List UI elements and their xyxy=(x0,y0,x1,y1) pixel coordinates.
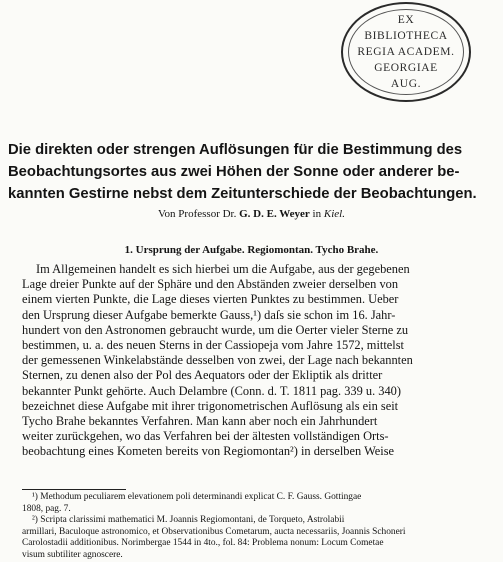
body-line: bestimmen, u. a. des neuen Sterns in der Cassiopeja vom Jahre 1572, mittelst xyxy=(22,338,404,353)
body-line: Lage dreier Punkte auf der Sphäre und den Abständen zweier derselben von xyxy=(22,277,399,292)
body-line: der gemessenen Winkelabstände desselben von zwei, der Lage nach bekannten xyxy=(22,353,413,368)
body-line: Tycho Brahe bekanntes Verfahren. Man kann aber noch ein Jahrhundert xyxy=(22,414,378,429)
library-stamp xyxy=(341,2,471,102)
footnote-line: ²) Scripta clarissimi mathematici M. Joannis Regiomontani, de Torqueto, Astrolabii xyxy=(32,515,345,526)
title-line: kannten Gestirne nebst dem Zeitunterschiede der Beobachtungen. xyxy=(8,186,477,202)
body-line: bezeichnet diese Aufgabe mit ihrer trigonometrischen Auflösung als ein seit xyxy=(22,398,399,413)
body-line: den Ursprung dieser Aufgabe bemerkte Gauss,¹) daſs sie schon im 16. Jahr- xyxy=(22,307,396,322)
footnote-line: ¹) Methodum peculiarem elevationem poli determinandi explicat C. F. Gauss. Gottingae xyxy=(32,492,362,502)
stamp-line: GEORGIAE xyxy=(374,62,438,74)
author-line xyxy=(0,207,503,221)
body-line: weiter zurückgehen, wo das Verfahren bei der ältesten vollständigen Orts- xyxy=(22,429,389,444)
body-line: Sternen, zu denen also der Pol des Aequators oder der Ekliptik als dritter xyxy=(22,368,383,383)
body-line: Im Allgemeinen handelt es sich hierbei um die Aufgabe, aus der gegebenen xyxy=(36,262,410,276)
footnote-line: armillari, Baculoque astronomico, et Observationibus Cometarum, aucta necessariis, Joannis Schoneri xyxy=(22,526,406,537)
stamp-line: EX xyxy=(397,14,415,26)
author-name: G. D. E. Weyer xyxy=(239,208,310,220)
body-line: bekannter Punkt gehörte. Auch Delambre (Conn. d. T. 1811 pag. 339 u. 340) xyxy=(22,383,401,398)
body-text xyxy=(22,262,491,460)
footnote-line: 1808, pag. 7. xyxy=(22,503,71,514)
body-line: einem vierten Punkte, die Lage dieses vierten Punktes zu bestimmen. Ueber xyxy=(22,292,399,307)
body-line: hundert von den Astronomen gebraucht wurde, um die Oerter vieler Sterne zu xyxy=(22,322,409,337)
footnote-divider xyxy=(22,489,126,490)
title-line: Beobachtungsortes aus zwei Höhen der Sonne oder anderer be- xyxy=(8,164,460,180)
author-connector: in xyxy=(312,208,322,220)
stamp-line: BIBLIOTHECA xyxy=(364,30,448,42)
section-heading: 1. Ursprung der Aufgabe. Regiomontan. Tycho Brahe. xyxy=(124,244,379,256)
author-prefix: Von Professor Dr. xyxy=(158,208,237,220)
footnote-line: Carolostadii additionibus. Norimbergae 1544 in 4to., fol. 84: Problema nonum: Locum Cometae xyxy=(22,538,384,549)
title-line: Die direkten oder strengen Auflösungen für die Bestimmung des xyxy=(8,142,463,158)
stamp-line: AUG. xyxy=(390,78,422,90)
stamp-line: REGIA ACADEM. xyxy=(357,46,455,58)
article-title xyxy=(8,139,494,205)
footnote-line: visum subtiliter agnoscere. xyxy=(22,549,123,560)
footnotes xyxy=(22,492,494,562)
body-line: beobachtung eines Kometen bereits von Regiomontan²) in derselben Weise xyxy=(22,444,395,459)
author-place: Kiel. xyxy=(323,208,345,220)
